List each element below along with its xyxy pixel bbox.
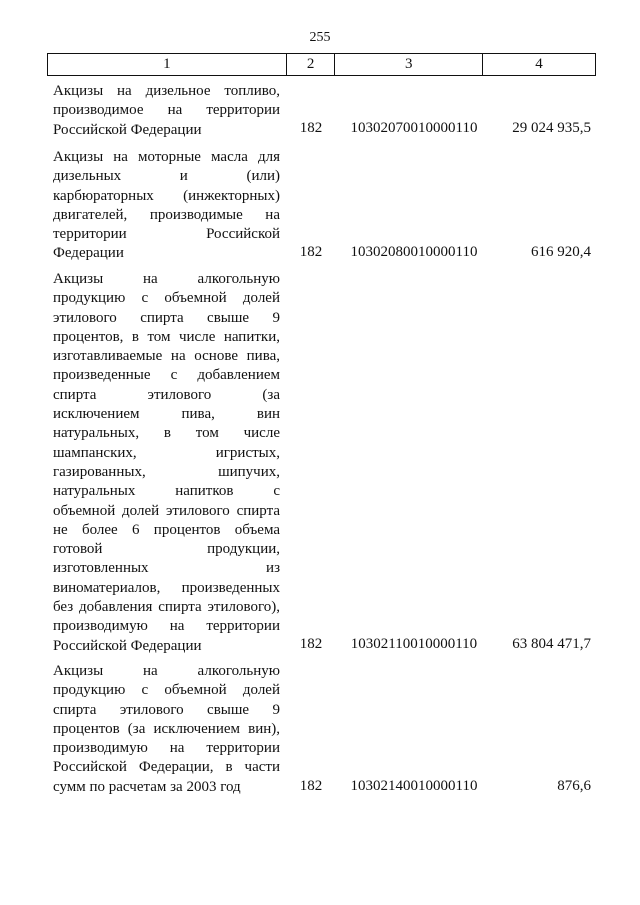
description-line: исключением пива, вин [53, 406, 280, 423]
description-line: изготовленных из [53, 560, 280, 577]
header-col-3: 3 [335, 54, 483, 75]
description-line: процентов, в том числе напитки, [53, 328, 280, 345]
row-amount: 63 804 471,7 [512, 636, 591, 652]
description-line: Российской Федерации [53, 121, 202, 138]
row-amount: 876,6 [557, 778, 591, 794]
header-col-1: 1 [48, 54, 287, 75]
description-line: натуральных напитков с [53, 483, 280, 500]
description-line: Российской Федерации, в части [53, 759, 280, 776]
description-line: готовой продукции, [53, 541, 280, 558]
header-col-4: 4 [535, 56, 543, 72]
header-col-2: 2 [287, 54, 336, 75]
description-line: изготавливаемые на основе пива, [53, 348, 280, 365]
description-line: продукцию с объемной долей [53, 682, 280, 699]
row-amount: 29 024 935,5 [512, 120, 591, 136]
description-line: дизельных и (или) [53, 168, 280, 185]
row-admin-code: 182 [299, 244, 323, 260]
description-line: Федерации [53, 245, 124, 262]
description-line: виноматериалов, произведенных [53, 579, 280, 596]
description-line: производимую на территории [53, 618, 280, 635]
description-line: газированных, шипучих, [53, 463, 280, 480]
description-line: двигателей, производимые на [53, 206, 280, 223]
description-line: Акцизы на моторные масла для [53, 149, 280, 165]
row-admin-code: 182 [299, 120, 323, 136]
table-header [47, 53, 596, 76]
description-line: шампанских, игристых, [53, 444, 280, 461]
page-number: 255 [309, 30, 331, 45]
description-line: Акцизы на алкогольную [53, 663, 280, 679]
row-admin-code: 182 [299, 636, 323, 652]
description-line: без добавления спирта этилового), [53, 599, 280, 616]
row-description [53, 148, 280, 264]
description-line: не более 6 процентов объема [53, 521, 280, 538]
row-kbk-code: 10302080010000110 [350, 244, 478, 260]
row-kbk-code: 10302140010000110 [350, 778, 478, 794]
row-amount: 616 920,4 [531, 244, 591, 260]
description-line: Российской Федерации [53, 637, 202, 654]
description-line: спирта этилового (за [53, 386, 280, 403]
description-line: продукцию с объемной долей [53, 290, 280, 307]
description-line: этилового спирта свыше 9 [53, 309, 280, 326]
description-line: процентов (за исключением вин), [53, 720, 280, 737]
row-description [53, 82, 280, 140]
description-line: сумм по расчетам за 2003 год [53, 778, 241, 795]
description-line: Акцизы на дизельное топливо, [53, 83, 280, 99]
row-admin-code: 182 [299, 778, 323, 794]
description-line: производимую на территории [53, 740, 280, 757]
description-line: спирта этилового свыше 9 [53, 701, 280, 718]
description-line: карбюраторных (инжекторных) [53, 187, 280, 204]
row-description [53, 662, 280, 797]
description-line: объемной долей этилового спирта [53, 502, 280, 519]
description-line: территории Российской [53, 226, 280, 243]
description-line: Акцизы на алкогольную [53, 271, 280, 287]
description-line: производимое на территории [53, 102, 280, 119]
description-line: натуральных, в том числе [53, 425, 280, 442]
row-kbk-code: 10302070010000110 [350, 120, 478, 136]
row-description [53, 270, 280, 656]
description-line: произведенные с добавлением [53, 367, 280, 384]
row-kbk-code: 10302110010000110 [350, 636, 478, 652]
